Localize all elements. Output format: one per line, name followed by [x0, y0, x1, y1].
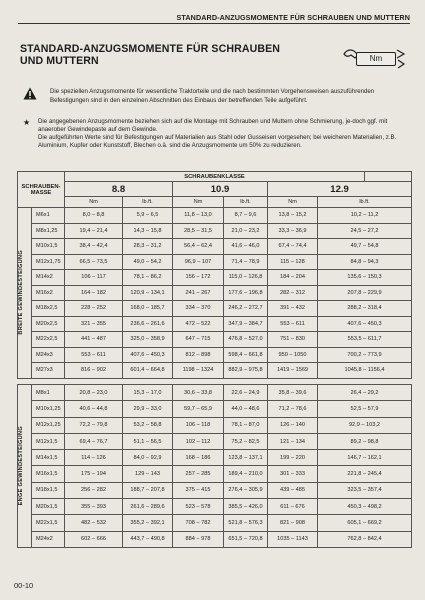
torque-value-cell: 20,8 – 23,0	[65, 385, 123, 401]
torque-value-cell: 334 – 370	[173, 301, 224, 317]
torque-value-cell: 71,2 – 78,6	[268, 401, 318, 417]
fine-table-body	[18, 385, 412, 548]
table-row	[18, 347, 412, 363]
torque-value-cell: 66,5 – 73,5	[65, 254, 123, 270]
note-paragraph-2: Die aufgeführten Werte sind für Befestigungen auf Materialien aus Stahl oder Gusseisen vorgesehen; bei weicheren Materialien, z.B. Aluminium, Kupfer oder Kunststoff, Blechen o.ä. sind die Anzugsmomente um 50% zu reduzieren.	[38, 134, 397, 150]
table-row	[18, 285, 412, 301]
torque-value-cell: 78,1 – 87,0	[224, 417, 268, 433]
table-row	[18, 482, 412, 498]
torque-value-cell: 49,0 – 54,2	[123, 254, 173, 270]
torque-value-cell: 21,0 – 23,2	[224, 223, 268, 239]
torque-value-cell: 123,8 – 137,1	[224, 450, 268, 466]
torque-value-cell: 30,6 – 33,8	[173, 385, 224, 401]
torque-value-cell: 49,7 – 54,8	[318, 239, 412, 255]
section-label-text: ENGE GEWINDESTEIGUNG	[18, 426, 24, 506]
torque-value-cell: 816 – 902	[65, 363, 123, 379]
torque-value-cell: 156 – 172	[173, 270, 224, 286]
torque-value-cell: 92,9 – 103,2	[318, 417, 412, 433]
torque-value-cell: 261,6 – 289,6	[123, 499, 173, 515]
grade-8-8-header: 8.8	[65, 182, 173, 197]
thread-size-cell: M16x1,5	[32, 466, 65, 482]
thread-size-cell: M14x1,5	[32, 450, 65, 466]
table-row	[18, 254, 412, 270]
table-row	[18, 531, 412, 547]
unit-lbft: lb.ft.	[123, 197, 173, 208]
torque-value-cell: 71,4 – 78,9	[224, 254, 268, 270]
torque-value-cell: 355,2 – 392,1	[123, 515, 173, 531]
torque-value-cell: 884 – 978	[173, 531, 224, 547]
warning-triangle-icon	[23, 87, 37, 100]
torque-value-cell: 441 – 487	[65, 332, 123, 348]
torque-value-cell: 115,0 – 126,8	[224, 270, 268, 286]
torque-value-cell: 115 – 128	[268, 254, 318, 270]
thread-size-cell: M8x1,25	[32, 223, 65, 239]
table-row	[18, 270, 412, 286]
torque-value-cell: 812 – 898	[173, 347, 224, 363]
torque-value-cell: 521,8 – 576,3	[224, 515, 268, 531]
coarse-table-body	[18, 208, 412, 379]
thread-size-cell: M16x2	[32, 285, 65, 301]
screw-size-header: SCHRAUBEN-MASSE	[18, 172, 65, 208]
torque-value-cell: 523 – 578	[173, 499, 224, 515]
unit-lbft: lb.ft.	[224, 197, 268, 208]
torque-value-cell: 553,5 – 611,7	[318, 332, 412, 348]
torque-value-cell: 5,9 – 6,5	[123, 208, 173, 224]
torque-value-cell: 72,2 – 79,8	[65, 417, 123, 433]
unit-nm: Nm	[268, 197, 318, 208]
torque-value-cell: 188,7 – 207,8	[123, 482, 173, 498]
torque-value-cell: 751 – 830	[268, 332, 318, 348]
torque-value-cell: 325,0 – 358,9	[123, 332, 173, 348]
torque-value-cell: 199 – 220	[268, 450, 318, 466]
torque-value-cell: 821 – 908	[268, 515, 318, 531]
table-row	[18, 385, 412, 401]
torque-value-cell: 15,3 – 17,0	[123, 385, 173, 401]
table-row	[18, 363, 412, 379]
torque-value-cell: 29,9 – 33,0	[123, 401, 173, 417]
torque-value-cell: 35,8 – 39,6	[268, 385, 318, 401]
torque-value-cell: 28,3 – 31,2	[123, 239, 173, 255]
torque-value-cell: 40,6 – 44,8	[65, 401, 123, 417]
thread-size-cell: M20x1,5	[32, 499, 65, 515]
torque-value-cell: 407,6 – 450,3	[318, 316, 412, 332]
unit-nm: Nm	[173, 197, 224, 208]
torque-value-cell: 33,3 – 36,9	[268, 223, 318, 239]
torque-value-cell: 14,3 – 15,8	[123, 223, 173, 239]
torque-value-cell: 321 – 355	[65, 316, 123, 332]
table-row	[18, 515, 412, 531]
note-star-icon: ★	[23, 118, 31, 127]
torque-value-cell: 51,1 – 56,5	[123, 433, 173, 449]
thread-size-cell: M10x1,25	[32, 401, 65, 417]
torque-value-cell: 106 – 118	[173, 417, 224, 433]
running-header: STANDARD-ANZUGSMOMENTE FÜR SCHRAUBEN UND MUTTERN	[176, 13, 410, 22]
torque-value-cell: 246,2 – 272,7	[224, 301, 268, 317]
torque-value-cell: 257 – 285	[173, 466, 224, 482]
torque-value-cell: 1198 – 1324	[173, 363, 224, 379]
unit-nm: Nm	[65, 197, 123, 208]
table-row	[18, 433, 412, 449]
torque-value-cell: 882,9 – 975,8	[224, 363, 268, 379]
torque-value-cell: 605,1 – 669,2	[318, 515, 412, 531]
torque-value-cell: 450,3 – 498,2	[318, 499, 412, 515]
table-row	[18, 450, 412, 466]
torque-value-cell: 146,7 – 162,1	[318, 450, 412, 466]
torque-value-cell: 28,5 – 31,5	[173, 223, 224, 239]
torque-value-cell: 439 – 485	[268, 482, 318, 498]
unit-lbft: lb.ft.	[318, 197, 412, 208]
thread-size-cell: M12x1,25	[32, 417, 65, 433]
torque-value-cell: 184 – 204	[268, 270, 318, 286]
thread-size-cell: M27x3	[32, 363, 65, 379]
torque-value-cell: 950 – 1050	[268, 347, 318, 363]
torque-value-cell: 24,5 – 27,2	[318, 223, 412, 239]
torque-value-cell: 175 – 194	[65, 466, 123, 482]
torque-value-cell: 10,2 – 11,2	[318, 208, 412, 224]
torque-value-cell: 44,0 – 48,6	[224, 401, 268, 417]
torque-value-cell: 288,2 – 318,4	[318, 301, 412, 317]
torque-value-cell: 59,7 – 65,9	[173, 401, 224, 417]
table-row	[18, 417, 412, 433]
torque-value-cell: 114 – 126	[65, 450, 123, 466]
torque-value-cell: 106 – 117	[65, 270, 123, 286]
grade-12-9-header: 12.9	[268, 182, 412, 197]
torque-value-cell: 84,0 – 92,9	[123, 450, 173, 466]
torque-value-cell: 476,8 – 527,0	[224, 332, 268, 348]
torque-value-cell: 52,5 – 57,9	[318, 401, 412, 417]
table-row	[18, 466, 412, 482]
torque-value-cell: 164 – 182	[65, 285, 123, 301]
thread-size-cell: M12x1,5	[32, 433, 65, 449]
torque-value-cell: 355 – 393	[65, 499, 123, 515]
torque-value-cell: 8,7 – 9,6	[224, 208, 268, 224]
torque-value-cell: 38,4 – 42,4	[65, 239, 123, 255]
torque-value-cell: 611 – 676	[268, 499, 318, 515]
torque-value-cell: 1419 – 1569	[268, 363, 318, 379]
torque-value-cell: 207,8 – 229,9	[318, 285, 412, 301]
torque-value-cell: 598,4 – 661,8	[224, 347, 268, 363]
torque-value-cell: 256 – 282	[65, 482, 123, 498]
warning-text: Die speziellen Anzugsmomente für wesentliche Traktorteile und die nach bestimmten Vorgehensweisen auszuführenden Befestigungen sind in den einzelnen Abschnitten des Einbaus der betreffenden Teile aufgeführt.	[50, 88, 375, 104]
torque-value-cell: 168,0 – 185,7	[123, 301, 173, 317]
torque-value-cell: 53,2 – 58,8	[123, 417, 173, 433]
nm-label: Nm	[356, 52, 396, 66]
torque-value-cell: 391 – 432	[268, 301, 318, 317]
torque-value-cell: 602 – 666	[65, 531, 123, 547]
torque-value-cell: 84,8 – 94,3	[318, 254, 412, 270]
torque-value-cell: 601,4 – 664,8	[123, 363, 173, 379]
torque-value-cell: 762,8 – 842,4	[318, 531, 412, 547]
table-row	[18, 301, 412, 317]
torque-value-cell: 96,9 – 107	[173, 254, 224, 270]
torque-value-cell: 651,5 – 720,8	[224, 531, 268, 547]
table-row	[18, 332, 412, 348]
thread-size-cell: M14x2	[32, 270, 65, 286]
torque-value-cell: 67,4 – 74,4	[268, 239, 318, 255]
torque-value-cell: 700,2 – 773,9	[318, 347, 412, 363]
grade-10-9-header: 10.9	[173, 182, 268, 197]
page-title-line-1: STANDARD-ANZUGSMOMENTE FÜR SCHRAUBEN	[20, 43, 280, 55]
torque-table-coarse	[17, 171, 412, 379]
note-text	[38, 118, 414, 150]
thread-size-cell: M12x1,75	[32, 254, 65, 270]
torque-value-cell: 323,5 – 357,4	[318, 482, 412, 498]
thread-size-cell: M24x2	[32, 531, 65, 547]
torque-value-cell: 385,5 – 426,0	[224, 499, 268, 515]
table-row	[18, 239, 412, 255]
table-row	[18, 499, 412, 515]
torque-value-cell: 26,4 – 29,2	[318, 385, 412, 401]
torque-value-cell: 13,8 – 15,2	[268, 208, 318, 224]
torque-value-cell: 221,8 – 245,4	[318, 466, 412, 482]
torque-value-cell: 102 – 112	[173, 433, 224, 449]
torque-value-cell: 553 – 611	[268, 316, 318, 332]
thread-size-cell: M18x1,5	[32, 482, 65, 498]
page-number: 00-10	[14, 581, 34, 590]
torque-value-cell: 177,6 – 196,8	[224, 285, 268, 301]
table-row	[18, 208, 412, 224]
torque-value-cell: 126 – 140	[268, 417, 318, 433]
thread-size-cell: M20x2,5	[32, 316, 65, 332]
torque-value-cell: 41,6 – 46,0	[224, 239, 268, 255]
note-paragraph-1: Die angegebenen Anzugsmomente beziehen sich auf die Montage mit Schrauben und Muttern ohne Schmierung, je-doch ggf. mit anaerober Gewindepaste auf dem Gewinde.	[38, 118, 388, 134]
torque-value-cell: 1035 – 1143	[268, 531, 318, 547]
torque-value-cell: 407,6 – 450,3	[123, 347, 173, 363]
section-label	[18, 208, 32, 379]
torque-value-cell: 129 – 143	[123, 466, 173, 482]
header-rule	[18, 23, 410, 24]
section-label	[18, 385, 32, 548]
torque-value-cell: 236,6 – 261,6	[123, 316, 173, 332]
thread-size-cell: M22x1,5	[32, 515, 65, 531]
table-row	[18, 401, 412, 417]
torque-value-cell: 1045,8 – 1156,4	[318, 363, 412, 379]
torque-value-cell: 8,0 – 8,8	[65, 208, 123, 224]
torque-value-cell: 22,6 – 24,9	[224, 385, 268, 401]
torque-value-cell: 553 – 611	[65, 347, 123, 363]
torque-value-cell: 121 – 134	[268, 433, 318, 449]
torque-value-cell: 135,6 – 150,3	[318, 270, 412, 286]
torque-value-cell: 282 – 312	[268, 285, 318, 301]
torque-value-cell: 89,2 – 98,8	[318, 433, 412, 449]
torque-value-cell: 301 – 333	[268, 466, 318, 482]
torque-value-cell: 189,4 – 210,0	[224, 466, 268, 482]
thread-size-cell: M22x2,5	[32, 332, 65, 348]
torque-value-cell: 228 – 252	[65, 301, 123, 317]
torque-value-cell: 75,2 – 82,5	[224, 433, 268, 449]
section-label-text: BREITE GEWINDESTEIGUNG	[18, 250, 24, 336]
torque-value-cell: 708 – 782	[173, 515, 224, 531]
torque-value-cell: 443,7 – 490,8	[123, 531, 173, 547]
table-row	[18, 316, 412, 332]
torque-table-fine	[17, 384, 412, 548]
torque-value-cell: 241 – 267	[173, 285, 224, 301]
torque-value-cell: 19,4 – 21,4	[65, 223, 123, 239]
thread-size-cell: M6x1	[32, 208, 65, 224]
torque-value-cell: 482 – 532	[65, 515, 123, 531]
torque-value-cell: 78,1 – 86,2	[123, 270, 173, 286]
torque-value-cell: 120,9 – 134,1	[123, 285, 173, 301]
thread-size-cell: M10x1,5	[32, 239, 65, 255]
torque-value-cell: 276,4 – 305,9	[224, 482, 268, 498]
torque-value-cell: 472 – 522	[173, 316, 224, 332]
torque-value-cell: 168 – 186	[173, 450, 224, 466]
torque-value-cell: 11,8 – 13,0	[173, 208, 224, 224]
thread-size-cell: M24x3	[32, 347, 65, 363]
page-title	[20, 44, 320, 67]
torque-value-cell: 647 – 715	[173, 332, 224, 348]
torque-value-cell: 375 – 415	[173, 482, 224, 498]
torque-value-cell: 69,4 – 76,7	[65, 433, 123, 449]
table-row	[18, 223, 412, 239]
torque-value-cell: 347,9 – 384,7	[224, 316, 268, 332]
torque-value-cell: 56,4 – 62,4	[173, 239, 224, 255]
thread-size-cell: M8x1	[32, 385, 65, 401]
thread-size-cell: M18x2,5	[32, 301, 65, 317]
screw-class-header: SCHRAUBENKLASSE	[65, 172, 365, 182]
page-title-line-2: UND MUTTERN	[20, 54, 99, 67]
